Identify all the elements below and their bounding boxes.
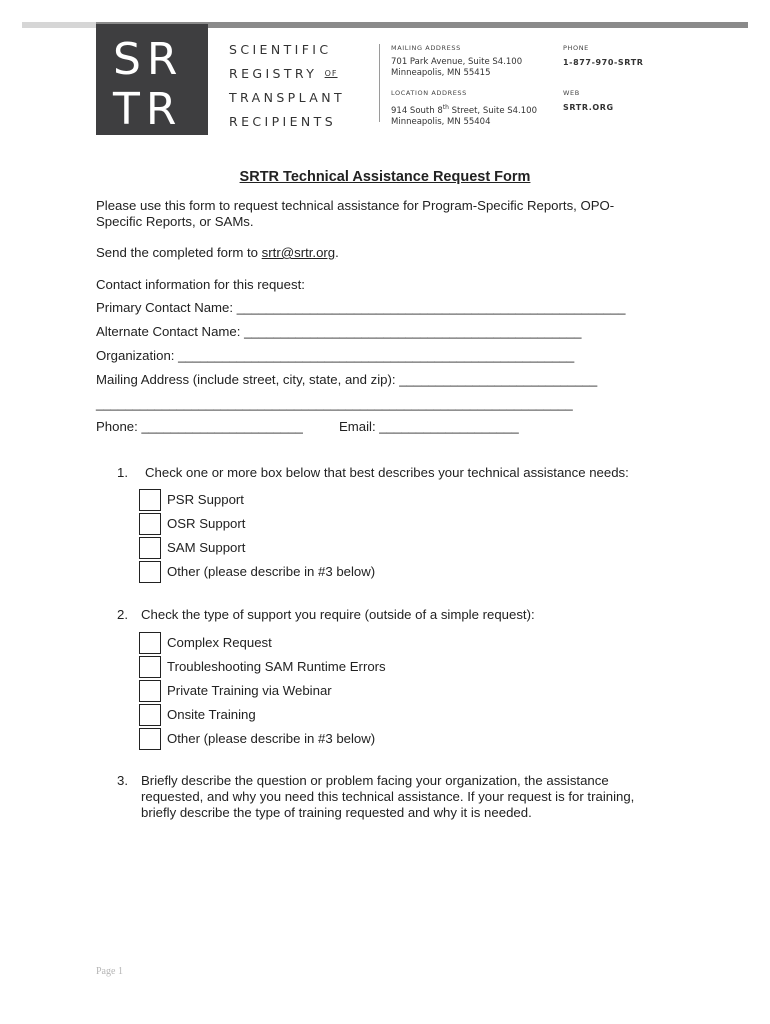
mailing-address-label: MAILING ADDRESS bbox=[391, 44, 461, 52]
logo-line1: SR bbox=[113, 34, 184, 85]
checkbox[interactable] bbox=[139, 680, 161, 702]
registry-name-line4: RECIPIENTS bbox=[229, 114, 337, 129]
question-3-line1: Briefly describe the question or problem facing your organization, the assistance bbox=[141, 773, 609, 788]
question-2-text: Check the type of support you require (outside of a simple request): bbox=[141, 607, 535, 622]
checkbox[interactable] bbox=[139, 561, 161, 583]
phone-block bbox=[563, 44, 644, 68]
intro-line1: Please use this form to request technical assistance for Program-Specific Reports, OPO- bbox=[96, 198, 615, 213]
checkbox[interactable] bbox=[139, 537, 161, 559]
option-other-q1[interactable] bbox=[139, 560, 375, 583]
web-label: WEB bbox=[563, 89, 580, 97]
email-field[interactable]: Email: ___________________ bbox=[339, 419, 519, 434]
option-label: SAM Support bbox=[167, 540, 246, 555]
registry-name-line2: REGISTRY OF bbox=[229, 66, 338, 81]
question-1-number: 1. bbox=[117, 465, 128, 480]
location-address-line2: Minneapolis, MN 55404 bbox=[391, 116, 491, 127]
option-label: Other (please describe in #3 below) bbox=[167, 731, 376, 746]
registry-name-line3: TRANSPLANT bbox=[229, 90, 345, 105]
question-3-number: 3. bbox=[117, 773, 128, 788]
logo-line2: TR bbox=[113, 84, 183, 135]
contact-heading: Contact information for this request: bbox=[96, 277, 305, 292]
option-label: Onsite Training bbox=[167, 707, 256, 722]
question-2-number: 2. bbox=[117, 607, 128, 622]
checkbox[interactable] bbox=[139, 489, 161, 511]
email-link[interactable]: srtr@srtr.org bbox=[261, 245, 336, 260]
phone-value: 1-877-970-SRTR bbox=[563, 58, 644, 67]
option-troubleshooting[interactable] bbox=[139, 655, 386, 678]
option-label: Complex Request bbox=[167, 635, 272, 650]
question-3-line3: briefly describe the type of training requested and why it is needed. bbox=[141, 805, 532, 820]
option-label: Private Training via Webinar bbox=[167, 683, 332, 698]
form-title: SRTR Technical Assistance Request Form bbox=[239, 169, 531, 185]
checkbox[interactable] bbox=[139, 728, 161, 750]
page-number: Page 1 bbox=[96, 966, 123, 977]
mailing-address-field[interactable]: Mailing Address (include street, city, state, and zip): ___________________________ bbox=[96, 372, 598, 387]
checkbox[interactable] bbox=[139, 632, 161, 654]
option-label: OSR Support bbox=[167, 516, 246, 531]
web-value[interactable]: SRTR.ORG bbox=[563, 103, 614, 112]
checkbox[interactable] bbox=[139, 513, 161, 535]
registry-name-line1: SCIENTIFIC bbox=[229, 42, 332, 57]
location-address-line1: 914 South 8th Street, Suite S4.100 bbox=[391, 104, 537, 116]
option-label: Other (please describe in #3 below) bbox=[167, 564, 376, 579]
option-onsite-training[interactable] bbox=[139, 703, 256, 726]
phone-label: PHONE bbox=[563, 44, 589, 52]
srtr-logo bbox=[96, 24, 208, 135]
intro-line2: Specific Reports, or SAMs. bbox=[96, 214, 254, 229]
option-psr-support[interactable] bbox=[139, 488, 244, 511]
mailing-address-line1: 701 Park Avenue, Suite S4.100 bbox=[391, 57, 523, 67]
checkbox[interactable] bbox=[139, 656, 161, 678]
option-sam-support[interactable] bbox=[139, 536, 245, 559]
alternate-contact-field[interactable]: Alternate Contact Name: ______________________________________________ bbox=[96, 324, 582, 339]
option-label: PSR Support bbox=[167, 492, 244, 507]
mailing-address-block bbox=[391, 44, 522, 79]
address-line2-field[interactable]: _________________________________________________________________ bbox=[96, 396, 573, 411]
question-1-text: Check one or more box below that best describes your technical assistance needs: bbox=[145, 465, 629, 480]
location-address-block bbox=[391, 89, 537, 128]
primary-contact-field[interactable]: Primary Contact Name: _____________________________________________________ bbox=[96, 300, 626, 315]
question-3-line2: requested, and why you need this technical assistance. If your request is for training, bbox=[141, 789, 635, 804]
organization-field[interactable]: Organization: ______________________________________________________ bbox=[96, 348, 575, 363]
option-complex-request[interactable] bbox=[139, 631, 272, 654]
web-block bbox=[563, 89, 614, 113]
header-divider bbox=[379, 44, 380, 122]
phone-field[interactable]: Phone: ______________________ bbox=[96, 419, 303, 434]
option-osr-support[interactable] bbox=[139, 512, 245, 535]
location-address-label: LOCATION ADDRESS bbox=[391, 89, 467, 97]
checkbox[interactable] bbox=[139, 704, 161, 726]
registry-name bbox=[229, 38, 345, 134]
option-private-training[interactable] bbox=[139, 679, 332, 702]
mailing-address-line2: Minneapolis, MN 55415 bbox=[391, 68, 491, 78]
option-label: Troubleshooting SAM Runtime Errors bbox=[167, 659, 386, 674]
send-instruction: Send the completed form to srtr@srtr.org. bbox=[96, 245, 339, 260]
option-other-q2[interactable] bbox=[139, 727, 375, 750]
